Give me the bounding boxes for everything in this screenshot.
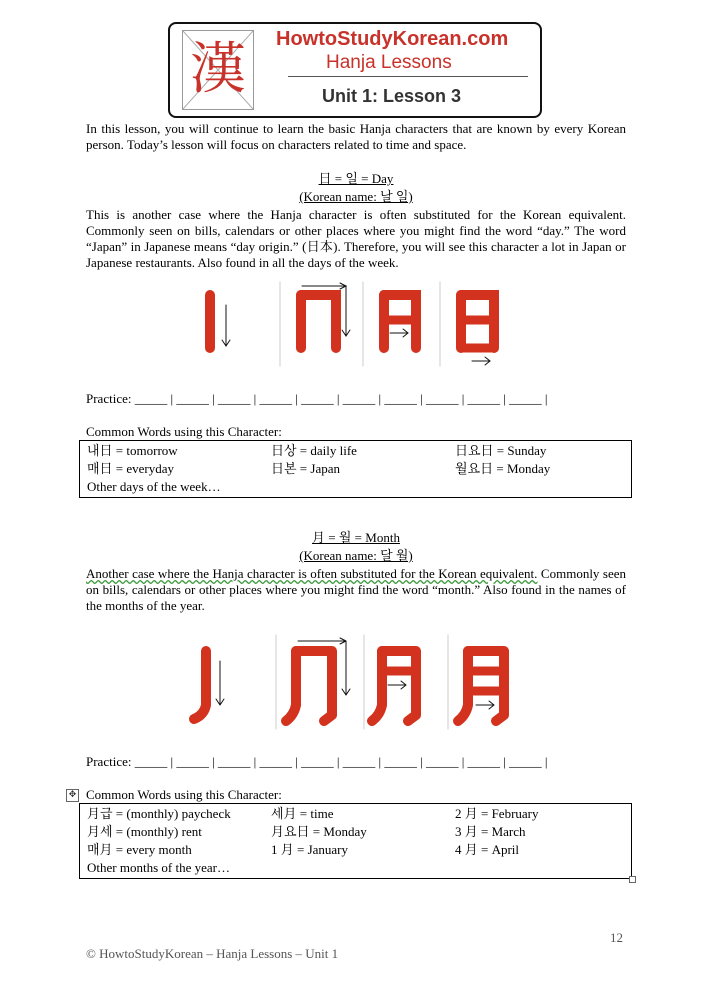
table-row: 내日 = tomorrow 日상 = daily life 日요日 = Sunday — [87, 443, 547, 458]
site-subtitle: Hanja Lessons — [326, 52, 452, 73]
table-row: 月급 = (monthly) paycheck 세月 = time 2 月 = February — [87, 806, 539, 821]
table-resize-handle[interactable] — [629, 876, 636, 883]
month-common-words-table — [79, 803, 632, 879]
table-row: 매月 = every month 1 月 = January 4 月 = April — [87, 842, 520, 857]
lesson-title: Unit 1: Lesson 3 — [322, 86, 462, 106]
day-common-words-label: Common Words using this Character: — [86, 424, 282, 439]
intro-paragraph: In this lesson, you will continue to learn the basic Hanja characters that are known by every Korean person. Today’s lesson will focus on characters related to time and space. — [86, 121, 626, 152]
month-stroke-order-diagram — [186, 633, 526, 733]
hanja-logo — [182, 30, 254, 110]
table-move-handle[interactable]: ✥ — [66, 789, 79, 802]
table-row: 月세 = (monthly) rent 月요日 = Monday 3 月 = March — [87, 824, 526, 839]
day-stroke-order-diagram — [190, 280, 520, 370]
month-description: Another case where the Hanja character is often substituted for the Korean equivalent. Commonly seen on bills, calendars or other places where you might find the word “month.” Also found in the names of the months of the year. — [86, 566, 627, 613]
month-practice-line: Practice: _____ | _____ | _____ | _____ | _____ | _____ | _____ | _____ | _____ | _____ | — [86, 754, 548, 769]
site-title: HowtoStudyKorean.com — [276, 28, 509, 50]
header-banner — [168, 22, 542, 118]
page-number: 12 — [610, 930, 623, 945]
day-common-words-table — [79, 440, 632, 498]
day-description: This is another case where the Hanja character is often substituted for the Korean equivalent. Commonly seen on bills, calendars or other places where you might find the word “day.” The word “Japan” in Japanese means “day origin.” (日本). Therefore, you will see this character a lot in Japan or Japanese restaurants. Also found in all the days of the week. — [86, 207, 626, 270]
table-row: 매日 = everyday 日본 = Japan 월요日 = Monday — [87, 461, 551, 476]
day-practice-line: Practice: _____ | _____ | _____ | _____ | _____ | _____ | _____ | _____ | _____ | _____ | — [86, 391, 548, 406]
month-heading: 月 = 월 = Month — [312, 530, 400, 545]
logo-character: 漢 — [190, 37, 246, 102]
day-heading: 日 = 일 = Day — [318, 171, 394, 186]
table-row: Other days of the week… — [87, 479, 221, 494]
month-korean-name: (Korean name: 달 월) — [299, 548, 413, 563]
month-common-words-label: Common Words using this Character: — [86, 787, 282, 802]
day-korean-name: (Korean name: 날 일) — [299, 189, 413, 204]
header-divider — [288, 76, 528, 77]
table-row: Other months of the year… — [87, 860, 230, 875]
footer-copyright: © HowtoStudyKorean – Hanja Lessons – Unit 1 — [86, 946, 339, 961]
